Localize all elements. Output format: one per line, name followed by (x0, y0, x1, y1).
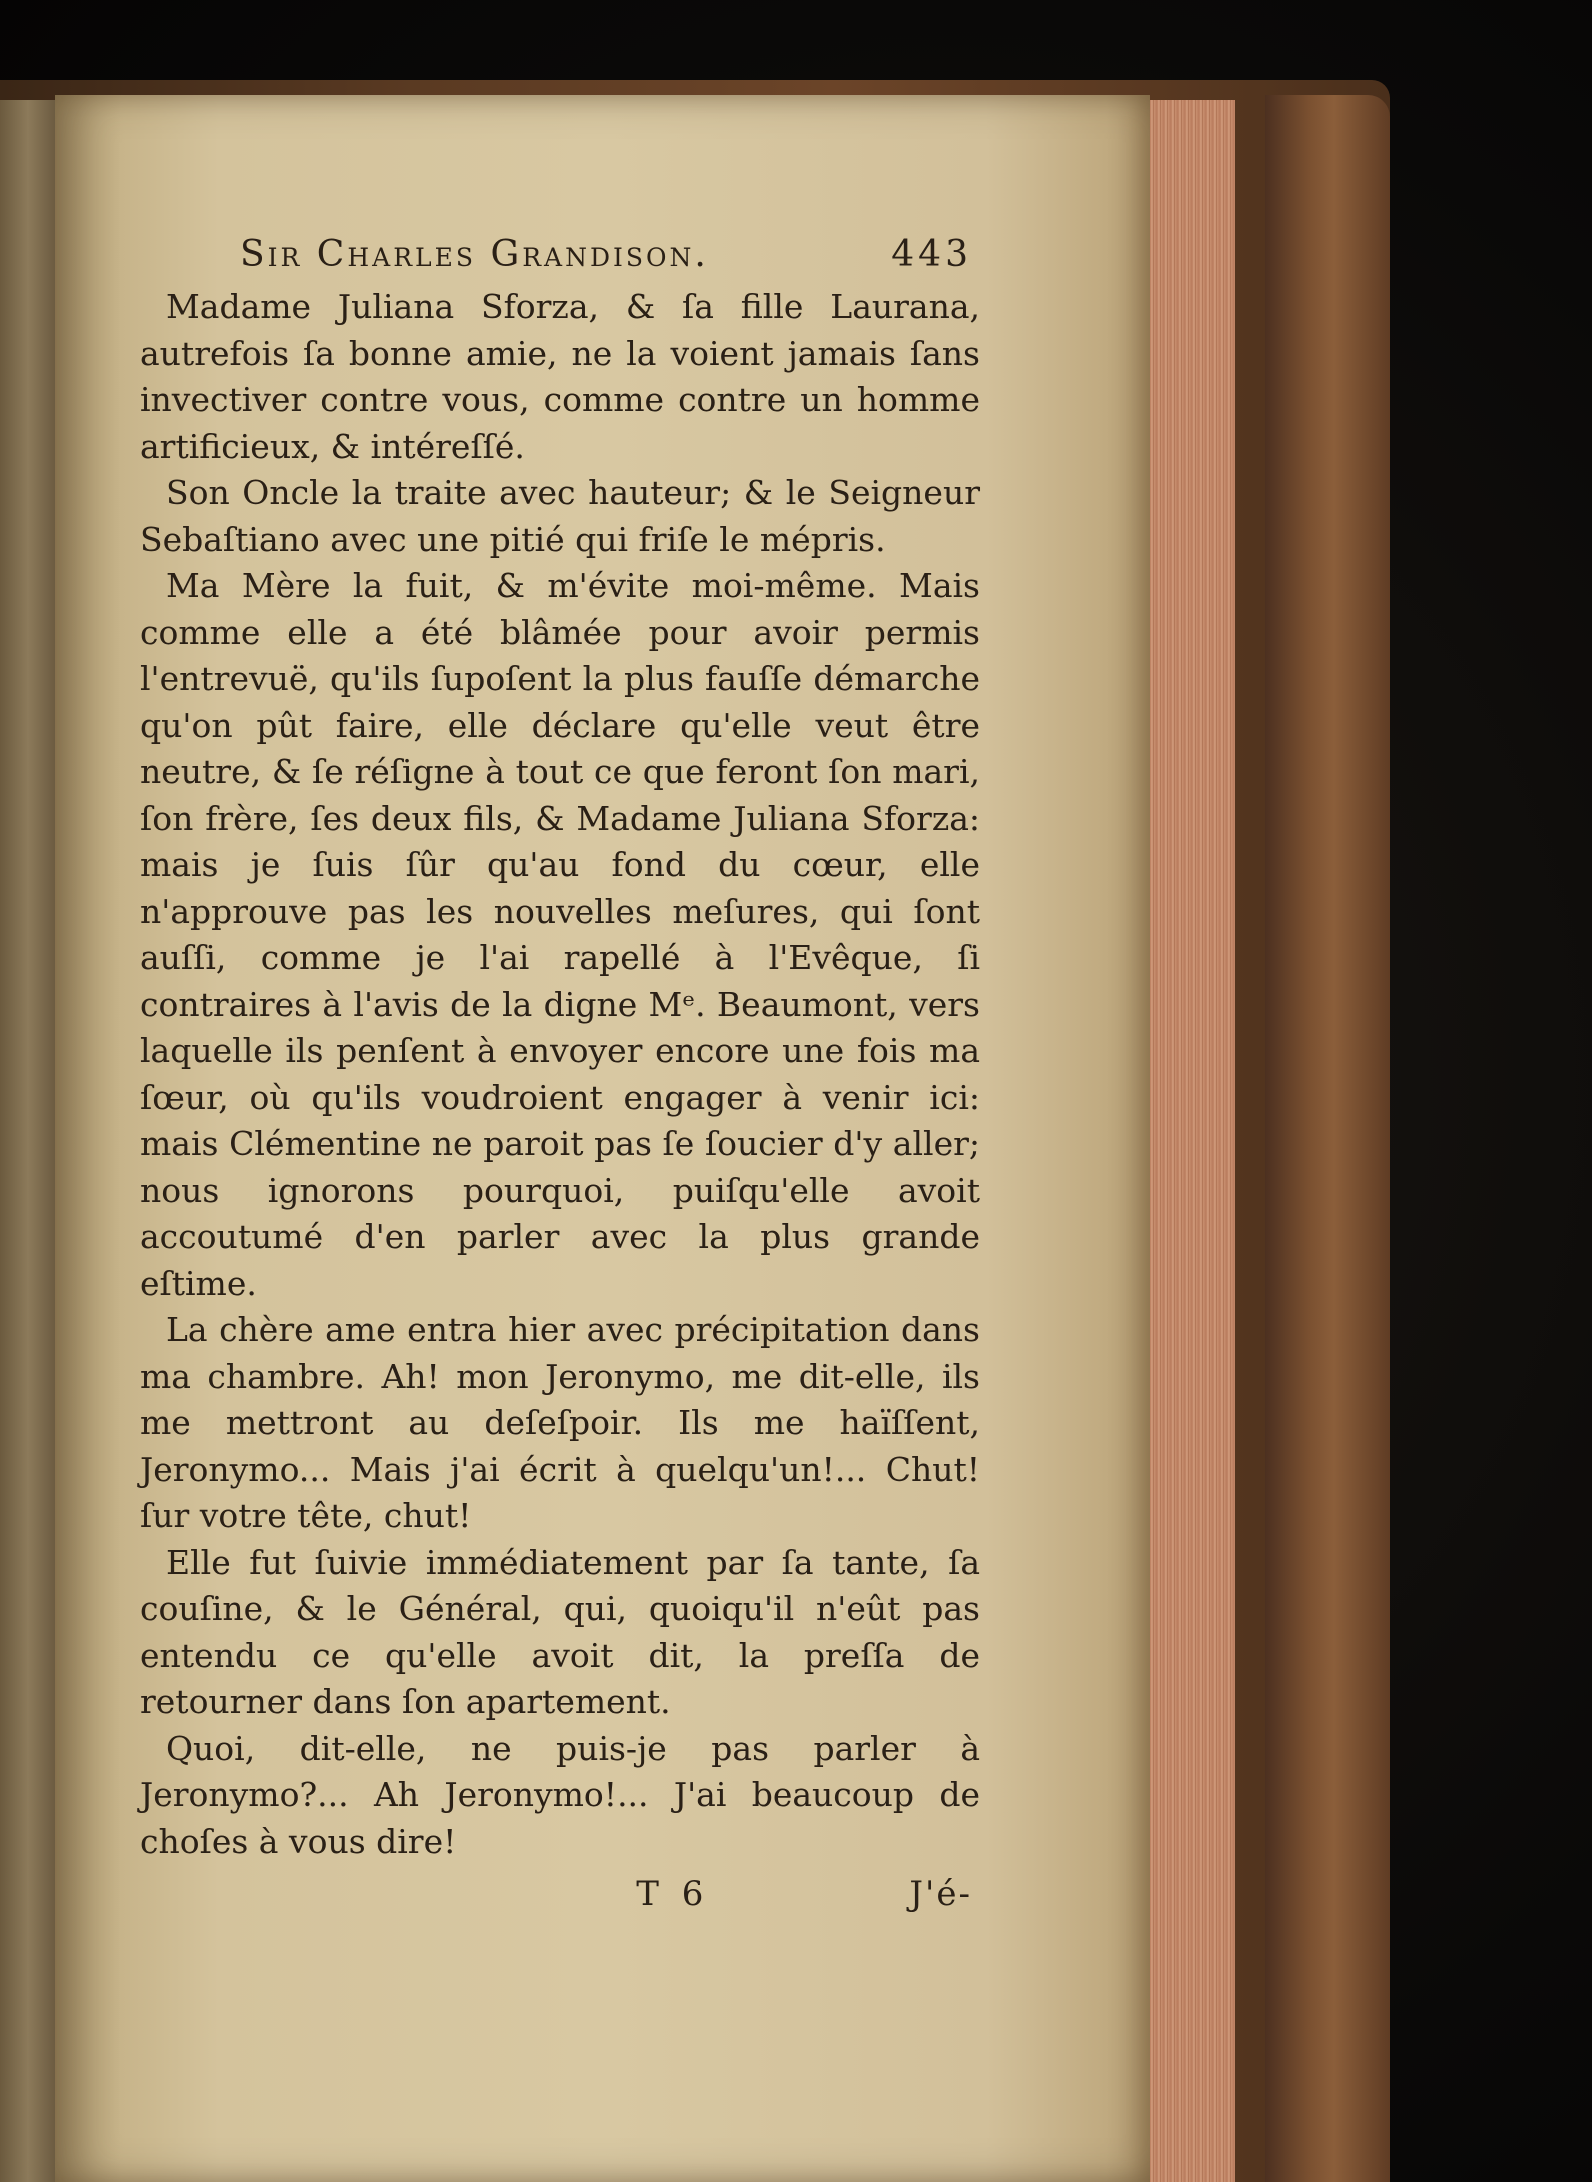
page-text (140, 232, 980, 1918)
catchword: J'é- (909, 1874, 972, 1914)
paragraph: Elle fut ſuivie immédiatement par ſa tante, ſa couſine, & le Général, qui, quoiqu'il n'eût pas entendu ce qu'elle avoit dit, la preſſa de retourner dans ſon apartement. (140, 1542, 980, 1721)
paragraph: Madame Juliana Sforza, & ſa fille Laurana, autrefois ſa bonne amie, ne la voient jamais ſans invectiver contre vous, comme contre un homme artificieux, & intéreſſé. (140, 287, 980, 466)
signature-mark: T 6 (636, 1874, 710, 1914)
cover-edge (1265, 95, 1390, 2182)
page-block-edge (1140, 100, 1235, 2182)
paragraph: La chère ame entra hier avec précipitation dans ma chambre. Ah! mon Jeronymo, me dit-elle, ils me mettront au deſeſpoir. Ils me haïſſent, Jeronymo... Mais j'ai écrit à quelqu'un!... Chut! ſur votre tête, chut! (140, 1310, 980, 1535)
page-footer (140, 1871, 980, 1918)
paragraph: Ma Mère la fuit, & m'évite moi-même. Mais comme elle a été blâmée pour avoir permis l'entrevuë, qu'ils ſupoſent la plus fauſſe démarche qu'on pût faire, elle déclare qu'elle veut être neutre, & ſe réſigne à tout ce que feront ſon mari, ſon frère, ſes deux fils, & Madame Juliana Sforza: mais je ſuis ſûr qu'au fond du cœur, elle n'approuve pas les nouvelles meſures, qui ſont auſſi, comme je l'ai rapellé à l'Evêque, ſi contraires à l'avis de la digne Mᵉ. Beaumont, vers laquelle ils penſent à envoyer encore une fois ma ſœur, où qu'ils voudroient engager à venir ici: mais Clémentine ne paroit pas ſe ſoucier d'y aller; nous ignorons pourquoi, puiſqu'elle avoit accoutumé d'en parler avec la plus grande eſtime. (140, 566, 980, 1303)
running-head-title: Sir Charles Grandison. (240, 234, 709, 275)
paragraph: Quoi, dit-elle, ne puis-je pas parler à Jeronymo?... Ah Jeronymo!... J'ai beaucoup de choſes à vous dire! (140, 1728, 980, 1861)
running-head (140, 232, 980, 282)
page-number: 443 (891, 234, 972, 275)
paragraph: Son Oncle la traite avec hauteur; & le Seigneur Sebaſtiano avec une pitié qui friſe le mépris. (140, 473, 980, 559)
